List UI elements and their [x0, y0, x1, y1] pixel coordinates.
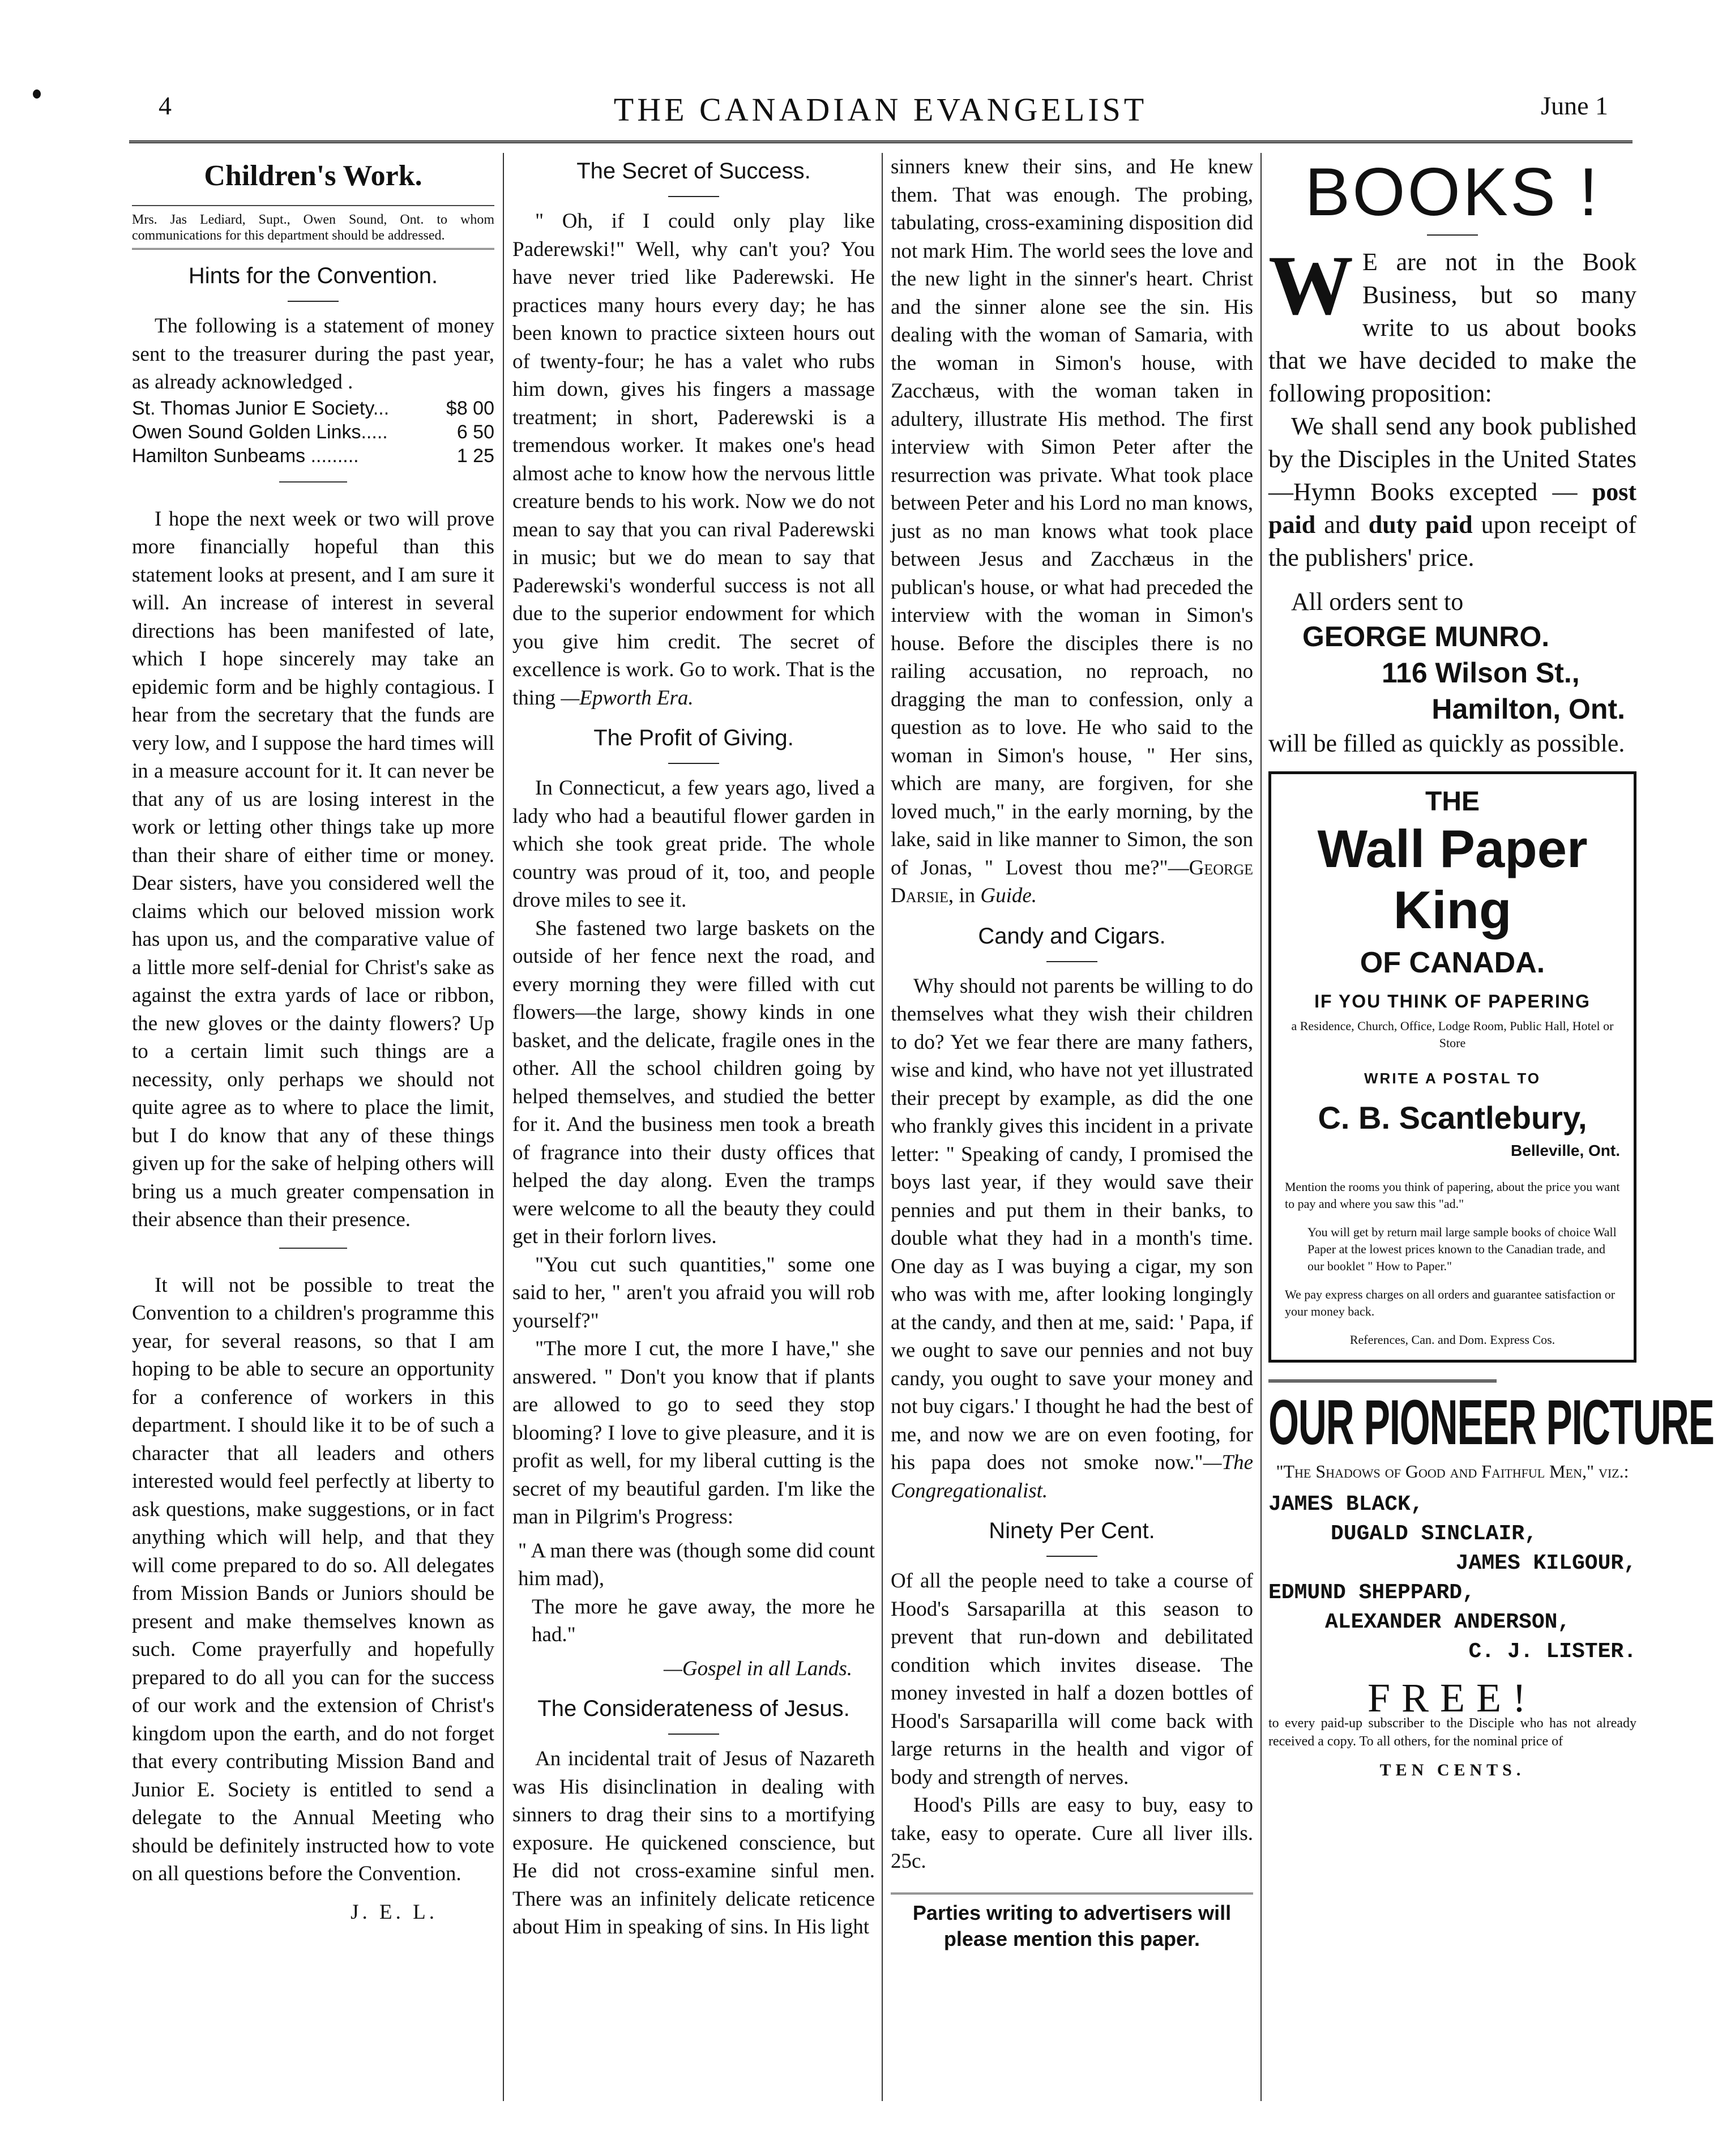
paragraph-text: E are not in the Book Business, but so many write to us about books that we have decided to make the following proposition: [1268, 248, 1636, 407]
address-city: Hamilton, Ont. [1431, 693, 1625, 725]
column-articles-continued [891, 153, 1253, 1952]
ledger-row [132, 420, 494, 444]
address-name: GEORGE MUNRO. [1302, 621, 1550, 652]
paragraph-text: We shall send any book published by the Disciples in the United States—Hymn Books excepted — [1268, 412, 1636, 506]
ad-text: References, Can. and Dom. Express Cos. [1349, 1333, 1555, 1347]
paragraph: Hood's Pills are easy to buy, easy to take, easy to operate. Cure all liver ills. 25c. [891, 1794, 1253, 1873]
ink-dot [33, 89, 41, 99]
emphasis: duty paid [1368, 511, 1473, 539]
paragraph [512, 207, 875, 712]
verse-line: " A man there was (though some did count him mad), [518, 1539, 875, 1590]
ornamental-initial: W [1268, 238, 1353, 332]
ad-text: Mention the rooms you think of papering, about the price you want to pay and where you saw this "ad." [1285, 1180, 1620, 1211]
issue-date: June 1 [1541, 91, 1608, 120]
free-offer-text: to every paid-up subscriber to the Disciple who has not already received a copy. To all others, for the nominal price of [1268, 1716, 1636, 1749]
paragraph: In Connecticut, a few years ago, lived a lady who had a beautiful flower garden in which she took great pride. The whole country was proud of it, too, and people drove miles to see it. [512, 776, 875, 912]
paragraph-text: " Oh, if I could only play like Paderewski!" Well, why can't you? You have never tried like Paderewski. He practices many hours every day; he has been known to practice sixteen hours out of twenty-four; he has a valet who rubs him down, gives his fingers a massage treatment; in short, Paderewski is a tremendous worker. It makes one's head almost ache to know how the nervous little creature bends to his work. Now we do not mean to say that you can rival Paderewski in music; but we do mean to say that Paderewski's wonderful success is not all due to the superior endowment for which you give him credit. The secret of excellence is work. Go to work. That is the thing [512, 210, 875, 710]
treasury-ledger [132, 396, 494, 468]
paragraph: An incidental trait of Jesus of Nazareth was His disinclination in dealing with sinners to drag their sins to a mortifying exposure. He quickened conscience, but He did not cross-examine sinful men. There was an infinitely delicate reticence about Him in speaking of sins. In His light [512, 1747, 875, 1939]
books-heading: BOOKS ! [1305, 154, 1600, 230]
paragraph: The following is a statement of money sent to the treasurer during the past year, as already acknowledged . [132, 314, 494, 394]
paragraph-text: , in [948, 884, 981, 907]
rule [279, 481, 347, 483]
verse [512, 1537, 875, 1649]
ledger-amount: 6 50 [456, 421, 494, 443]
paragraph [1268, 410, 1636, 574]
list-item: ALEXANDER ANDERSON, [1325, 1610, 1571, 1634]
header-rule [129, 140, 1633, 143]
column-divider [503, 153, 504, 2101]
article-heading: Candy and Cigars. [978, 923, 1166, 949]
citation: —The Congregationalist. [891, 1451, 1253, 1502]
paragraph: "The more I cut, the more I have," she answered. " Don't you know that if plants are allowed to go to seed they stop blooming? I love to give pleasure, and it is profit as well, for my liberal cutting is the secret of my beautiful garden. I'm like the man in Pilgrim's Progress: [512, 1337, 875, 1529]
signature: J. E. L. [351, 1900, 438, 1924]
rule [1427, 234, 1478, 236]
masthead-title: THE CANADIAN EVANGELIST [613, 91, 1148, 128]
rule [1046, 961, 1097, 962]
pioneer-picture-heading: OUR PIONEER PICTURE [1268, 1380, 1497, 1459]
ad-line: OF CANADA. [1360, 946, 1545, 979]
paragraph: She fastened two large baskets on the outside of her fence next the road, and every morning they were filled with cut flowers—the large, showy kinds in one basket, and the delicate, fragile ones in the other. All the school children going by helped themselves, and studied the better for it. And the business men took a breath of fragrance into their dusty offices that helped the day along. Even the tramps were welcome to all the beauty they could get in their forlorn lives. [512, 916, 875, 1248]
ledger-row [132, 396, 494, 420]
paragraph: I hope the next week or two will prove more financially hopeful than this statement looks at present, and I am sure it will. An increase of interest in several directions has been manifested of late, which I hope sincerely may take an epidemic form and be highly contagious. I hear from the secretary that the funds are very low, and I suppose the hard times will in a measure account for it. It can never be that any of us are losing interest in the work or letting other things take up more than their share of either time or money. Dear sisters, have you considered well the claims which our beloved mission work has upon us, and the comparative value of a little more self-denial for Christ's sake as against the extra yards of lace or ribbon, the new gloves or the dainty flowers? Up to a certain limit such things are a necessity, only perhaps we should not quite agree as to where to place the limit, but I do know that any of these things given up for the sake of helping others will bring us a much greater compensation in their absence than their presence. [132, 507, 494, 1232]
paragraph-text: sinners knew their sins, and He knew them. That was enough. The probing, tabulating, cross-examining disposition did not mark Him. The world sees the love and the new light in the sinner's heart. Christ and the sinner alone see the sin. His dealing with the woman of Samaria, with the woman in Simon's house, with Zacchæus, with the woman taken in adultery, illustrate His method. The first interview with Simon Peter after the resurrection was private. What took place between Peter and his Lord no man knows, just as no man knows what took place between Jesus and Zacchæus in the publican's house, or what had preceded the interview with the woman in Simon's house. Before the disciples there is no railing accusation, no reproach, no dragging the man to confession, only a question as to love. He who said to the woman in Simon's house, " Her sins, which are many, are forgiven, for she loved much," in the early morning, by the lake, said in like manner to Simon, the son of Jonas, " Lovest thou me?"— [891, 155, 1253, 880]
pioneer-subtitle: "The Shadows of Good and Faithful Men," viz.: [1276, 1461, 1629, 1482]
citation: —Epworth Era. [561, 686, 694, 710]
list-item: JAMES BLACK, [1268, 1492, 1424, 1517]
citation: —Gospel in all Lands. [663, 1657, 852, 1680]
page-number: 4 [159, 91, 172, 120]
paragraph [891, 153, 1253, 910]
article-heading: The Considerateness of Jesus. [537, 1696, 850, 1721]
ledger-name: St. Thomas Junior E Society... [132, 397, 390, 419]
article-heading: Hints for the Convention. [188, 263, 438, 289]
names-list [1268, 1490, 1636, 1667]
rule [1046, 1556, 1097, 1557]
free-heading: FREE! [1367, 1675, 1537, 1720]
paragraph: Of all the people need to take a course of Hood's Sarsaparilla at this season to prevent that run-down and debilitated condition which invites disease. The money invested in half a dozen bottles of Hood's Sarsaparilla will come back with large returns in the health and vigor of body and strength of nerves. [891, 1569, 1253, 1789]
ad-line: IF YOU THINK OF PAPERING [1314, 991, 1591, 1011]
rule [668, 763, 719, 764]
editor-note: Mrs. Jas Lediard, Supt., Owen Sound, Ont. to whom communications for this department should be addressed. [132, 205, 494, 250]
rule [668, 196, 719, 197]
ad-title: Wall Paper [1317, 819, 1588, 878]
paragraph: will be filled as quickly as possible. [1268, 729, 1625, 757]
column-advertisements [1268, 153, 1714, 1787]
citation: Guide. [980, 884, 1037, 907]
column-childrens-work [132, 153, 494, 1926]
ledger-name: Owen Sound Golden Links..... [132, 421, 388, 443]
ledger-row [132, 444, 494, 468]
advertiser-town: Belleville, Ont. [1511, 1142, 1620, 1159]
free-offer-price: TEN CENTS. [1379, 1761, 1525, 1779]
address-block [1268, 618, 1636, 727]
page-header [130, 91, 1631, 136]
paragraph: All orders sent to [1291, 588, 1464, 616]
ledger-amount: $8 00 [446, 397, 494, 419]
ledger-name: Hamilton Sunbeams ......... [132, 445, 359, 467]
address-street: 116 Wilson St., [1382, 657, 1580, 689]
list-item: EDMUND SHEPPARD, [1268, 1581, 1475, 1605]
paragraph [891, 972, 1253, 1505]
rule [288, 301, 339, 302]
wall-paper-ad [1268, 771, 1636, 1363]
rule [668, 1734, 719, 1735]
ad-text: You will get by return mail large sample books of choice Wall Paper at the lowest prices known to the Canadian trade, and our booklet " How to Paper." [1307, 1225, 1617, 1273]
ledger-amount: 1 25 [456, 445, 494, 467]
paragraph-text: upon receipt of the publishers' price. [1268, 511, 1636, 571]
article-heading: Ninety Per Cent. [989, 1518, 1155, 1543]
emphasis: post paid [1268, 478, 1636, 539]
paragraph-text: Why should not parents be willing to do themselves what they wish their children to do? Yet we fear there are many fathers, wise and kind, who have not yet illustrated their precept by example, as did the one who frankly gives this incident in a private letter: " Speaking of candy, I promised the boys last year, if they would save their pennies and put them in their banks, to double what they had in a month's time. One day as I was buying a cigar, my son who was with me, after looking longingly at the candy, and then at me, said: ' Papa, if we ought to save our pennies and not buy candy, you ought to save your money and not buy cigars.' I thought he had the best of me, and now we are on even footing, for his papa does not smoke now." [891, 974, 1253, 1474]
rule [279, 1248, 347, 1249]
advertiser-name: C. B. Scantlebury, [1318, 1100, 1587, 1135]
list-item: DUGALD SINCLAIR, [1331, 1522, 1537, 1546]
paragraph [1268, 238, 1636, 410]
verse-line: The more he gave away, the more he had." [532, 1595, 875, 1646]
ad-text: a Residence, Church, Office, Lodge Room, Public Hall, Hotel or Store [1291, 1019, 1614, 1050]
ad-line: WRITE A POSTAL TO [1364, 1070, 1541, 1087]
column-divider [1260, 153, 1262, 2101]
list-item: C. J. LISTER. [1468, 1640, 1636, 1664]
paragraph: It will not be possible to treat the Convention to a children's programme this year, for several reasons, so that I am hoping to be able to secure an opportunity for a conference of workers in this department. I should like it to be of such a character that all leaders and others interested would feel perfectly at liberty to ask questions, make suggestions, or in fact anything which will help, and that they will come prepared to do so. All delegates from Mission Bands or Juniors should be present and make themselves known as such. Come prayerfully and hopefully prepared to do all you can for the success of our work and the extension of Christ's kingdom upon the earth, and do not forget that every contributing Mission Band and Junior E. Society is entitled to send a delegate to the Annual Meeting who should be definitely instructed how to vote on all questions before the Convention. [132, 1273, 494, 1886]
paragraph: "You cut such quantities," some one said to her, " aren't you afraid you will rob yourself?" [512, 1253, 875, 1333]
column-divider [882, 153, 883, 2101]
list-item: JAMES KILGOUR, [1455, 1551, 1636, 1576]
article-heading: The Profit of Giving. [593, 725, 794, 750]
advertiser-notice: Parties writing to advertisers will please mention this paper. [891, 1893, 1253, 1952]
ad-text: We pay express charges on all orders and guarantee satisfaction or your money back. [1285, 1287, 1616, 1318]
paragraph-text: and [1315, 511, 1369, 539]
ad-line: THE [1425, 787, 1480, 817]
author: George Darsie [891, 856, 1253, 907]
ad-title: King [1393, 880, 1512, 940]
column-articles [512, 153, 875, 1941]
section-heading: Children's Work. [204, 160, 422, 192]
article-heading: The Secret of Success. [576, 159, 811, 183]
